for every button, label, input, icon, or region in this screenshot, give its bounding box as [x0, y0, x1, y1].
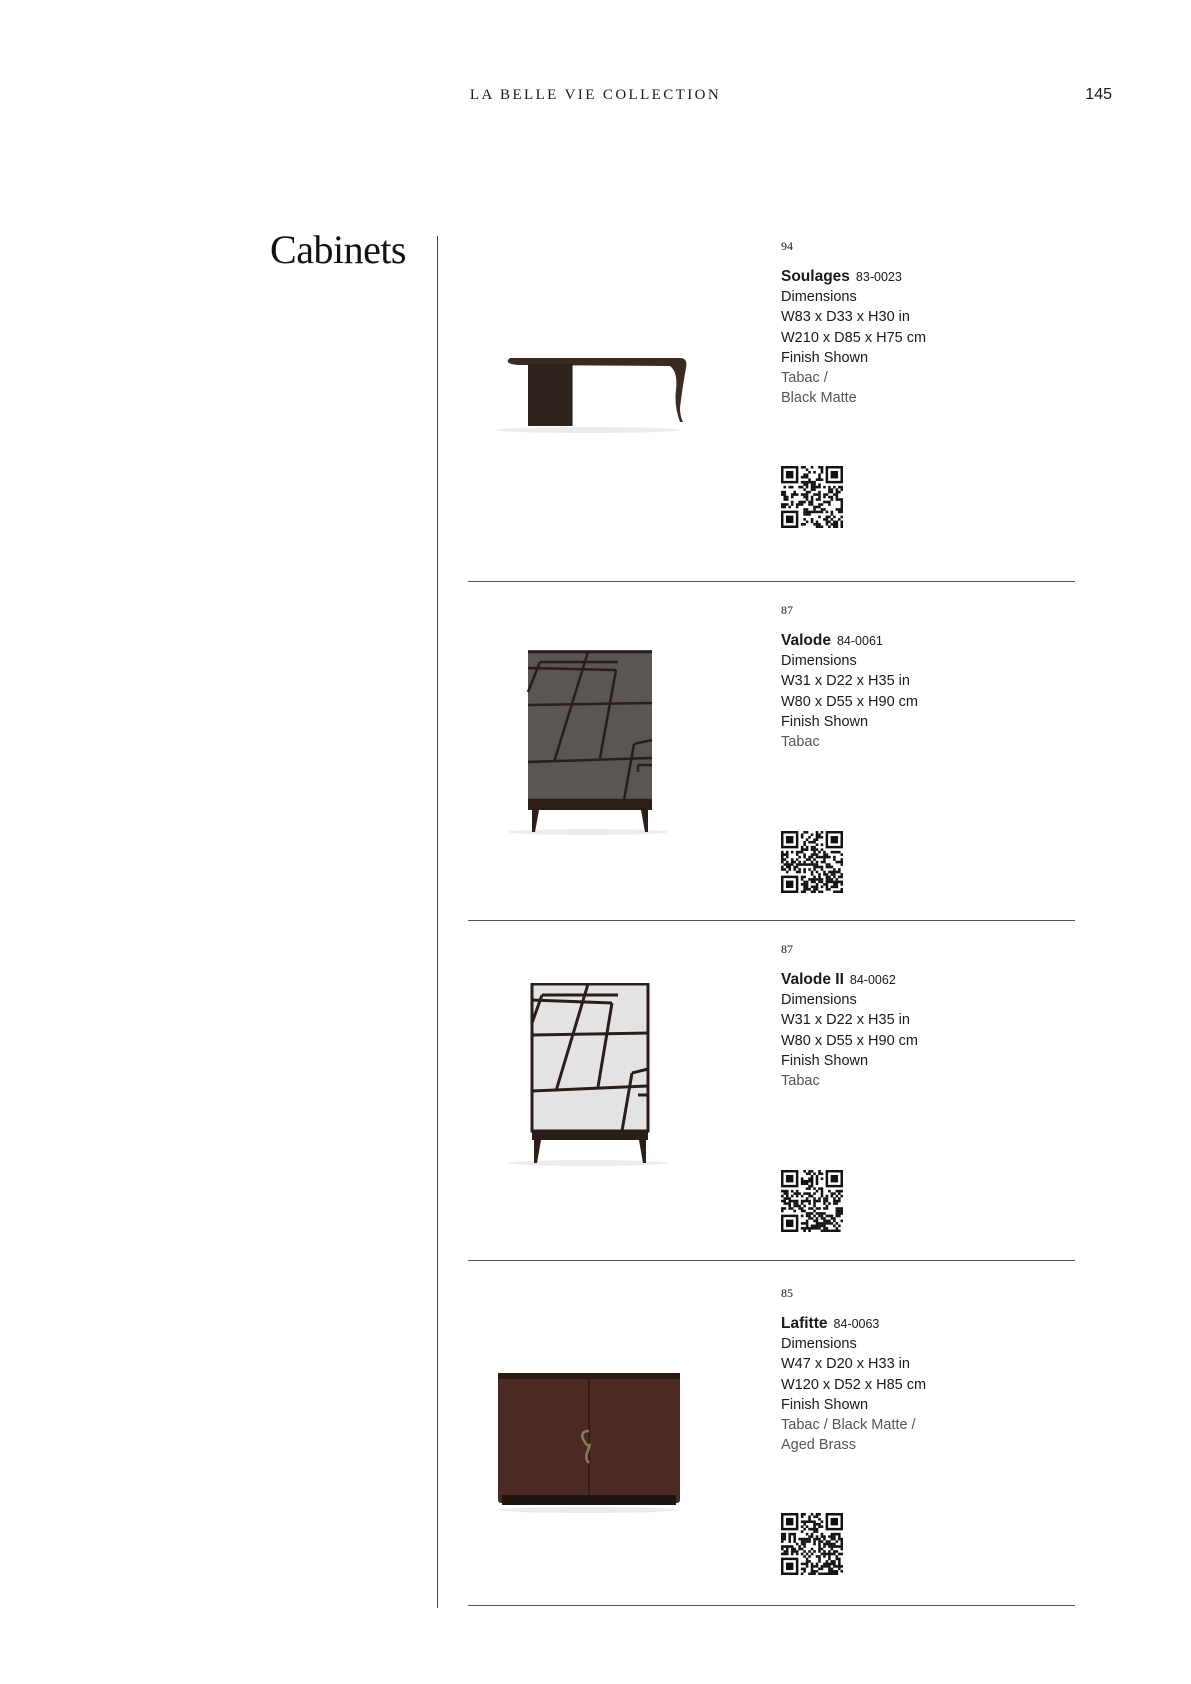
product-info [781, 939, 918, 1091]
product-card-soulages [468, 236, 1075, 582]
dimensions-cm: W120 x D52 x H85 cm [781, 1376, 927, 1393]
product-code: 84-0061 [836, 634, 883, 648]
product-code: 83-0023 [855, 270, 902, 284]
product-info [781, 600, 918, 752]
dimensions-inches: W31 x D22 x H35 in [781, 673, 910, 690]
dimensions-cm: W80 x D55 x H90 cm [781, 693, 918, 710]
product-card-lafitte [468, 1283, 1075, 1606]
qr-code-icon[interactable] [781, 1513, 843, 1575]
product-info [781, 1283, 926, 1455]
page-reference: 85 [781, 1286, 793, 1300]
product-name: Valode II [781, 971, 844, 988]
product-separator [468, 1605, 1075, 1606]
product-card-valode-ii [468, 939, 1075, 1261]
product-name: Soulages [781, 268, 850, 285]
page-number: 145 [1085, 86, 1112, 103]
vertical-divider [437, 236, 438, 1608]
finish-label: Finish Shown [781, 1052, 869, 1069]
page-reference: 94 [781, 239, 793, 253]
product-separator [468, 581, 1075, 582]
finish-label: Finish Shown [781, 713, 869, 730]
dimensions-cm: W210 x D85 x H75 cm [781, 329, 927, 346]
finish-value: Tabac / Black Matte / [781, 1417, 916, 1434]
finish-value-2: Aged Brass [781, 1437, 856, 1454]
product-code: 84-0062 [849, 973, 896, 987]
soulages-desk-image [488, 346, 688, 446]
valode-ii-cabinet-image [488, 983, 688, 1173]
valode-cabinet-image [488, 650, 688, 840]
dimensions-label: Dimensions [781, 1336, 857, 1353]
product-code: 84-0063 [833, 1317, 880, 1331]
dimensions-label: Dimensions [781, 653, 857, 670]
product-info [781, 236, 926, 408]
product-name: Valode [781, 632, 831, 649]
page-reference: 87 [781, 603, 793, 617]
section-title: Cabinets [270, 227, 406, 272]
finish-value: Tabac [781, 1073, 820, 1090]
lafitte-cabinet-image [488, 1367, 688, 1517]
qr-code-icon[interactable] [781, 831, 843, 893]
dimensions-inches: W83 x D33 x H30 in [781, 309, 910, 326]
dimensions-inches: W47 x D20 x H33 in [781, 1356, 910, 1373]
product-card-valode [468, 600, 1075, 921]
qr-code-icon[interactable] [781, 1170, 843, 1232]
finish-label: Finish Shown [781, 1396, 869, 1413]
product-name: Lafitte [781, 1315, 828, 1332]
finish-label: Finish Shown [781, 349, 869, 366]
dimensions-cm: W80 x D55 x H90 cm [781, 1032, 918, 1049]
dimensions-label: Dimensions [781, 289, 857, 306]
product-separator [468, 920, 1075, 921]
finish-value-2: Black Matte [781, 390, 857, 407]
product-separator [468, 1260, 1075, 1261]
finish-value: Tabac [781, 734, 820, 751]
finish-value: Tabac / [781, 370, 828, 387]
dimensions-inches: W31 x D22 x H35 in [781, 1012, 910, 1029]
collection-title: LA BELLE VIE COLLECTION [469, 87, 722, 103]
qr-code-icon[interactable] [781, 466, 843, 528]
dimensions-label: Dimensions [781, 992, 857, 1009]
page-reference: 87 [781, 942, 793, 956]
